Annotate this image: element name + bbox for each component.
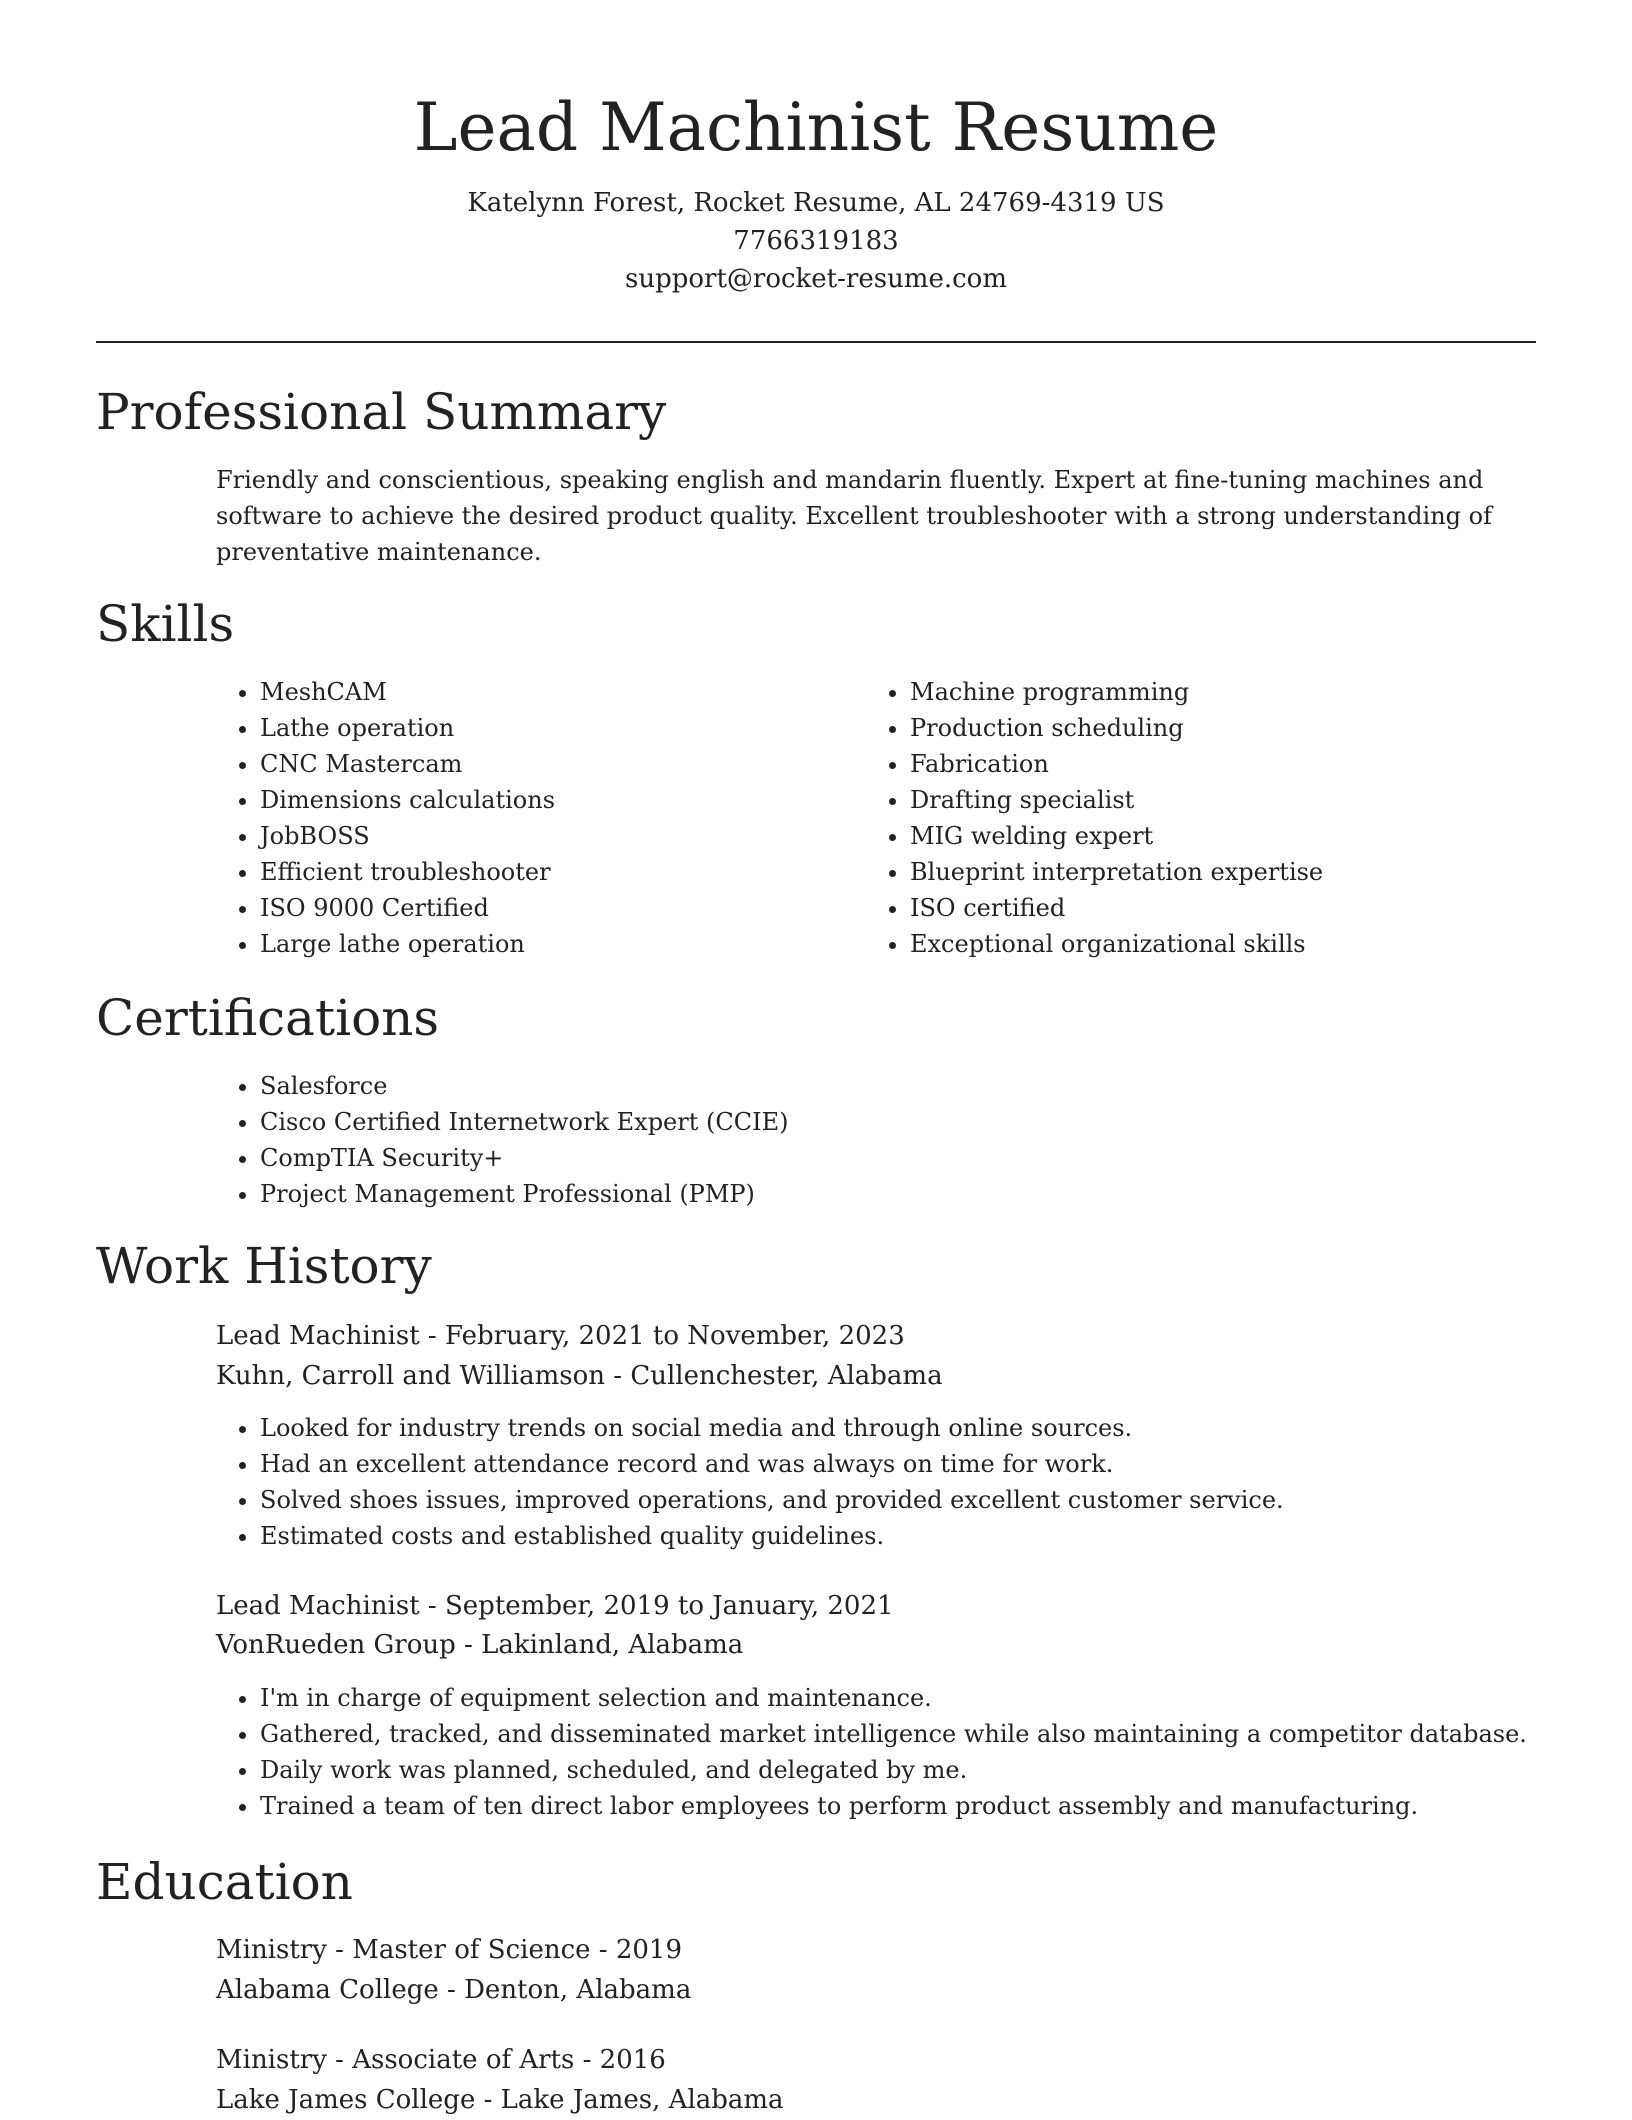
list-item: • Lathe operation xyxy=(260,710,820,746)
list-item: • Efficient troubleshooter xyxy=(260,854,820,890)
contact-address: Katelynn Forest, Rocket Resume, AL 24769-4319 US xyxy=(467,188,1165,218)
education-year: - 2016 xyxy=(574,2045,666,2075)
skills-heading: Skills xyxy=(96,595,235,653)
skills-list-left xyxy=(216,674,820,962)
contact-email: support@rocket-resume.com xyxy=(624,264,1007,294)
education-school: Lake James College xyxy=(216,2085,476,2115)
contact-block xyxy=(0,184,1632,298)
header-divider xyxy=(96,341,1536,343)
education-degree-line xyxy=(216,2040,666,2080)
job-company-line xyxy=(216,1625,743,1665)
job-location: - Cullenchester, Alabama xyxy=(605,1361,943,1391)
education-school-line xyxy=(216,2080,784,2120)
education-heading: Education xyxy=(96,1853,353,1911)
skills-list-right xyxy=(866,674,1550,962)
summary-text: Friendly and conscientious, speaking english and mandarin fluently. Expert at fine-tuning machines and software to achieve the desired product quality. Excellent troubleshooter with a strong understanding of preventative maintenance. xyxy=(216,466,1492,566)
list-item: • ISO certified xyxy=(910,890,1550,926)
list-item: • Fabrication xyxy=(910,746,1550,782)
list-item: • Large lathe operation xyxy=(260,926,820,962)
list-item: • Had an excellent attendance record and was always on time for work. xyxy=(260,1446,1580,1482)
job-title: Lead Machinist xyxy=(216,1321,420,1351)
job-company: Kuhn, Carroll and Williamson xyxy=(216,1361,605,1391)
list-item: • CNC Mastercam xyxy=(260,746,820,782)
list-item: • MeshCAM xyxy=(260,674,820,710)
list-item: • Gathered, tracked, and disseminated market intelligence while also maintaining a competitor database. xyxy=(260,1716,1630,1752)
list-item: • Production scheduling xyxy=(910,710,1550,746)
job-bullets xyxy=(216,1410,1580,1554)
list-item: • Daily work was planned, scheduled, and delegated by me. xyxy=(260,1752,1630,1788)
list-item: • Solved shoes issues, improved operations, and provided excellent customer service. xyxy=(260,1482,1580,1518)
list-item: • Machine programming xyxy=(910,674,1550,710)
job-dates: - September, 2019 to January, 2021 xyxy=(419,1591,894,1621)
list-item: • ISO 9000 Certified xyxy=(260,890,820,926)
list-item: • Project Management Professional (PMP) xyxy=(260,1176,1550,1212)
resume-title: Lead Machinist Resume xyxy=(413,89,1219,166)
list-item: • CompTIA Security+ xyxy=(260,1140,1550,1176)
list-item: • Dimensions calculations xyxy=(260,782,820,818)
certifications-heading: Certifications xyxy=(96,989,440,1047)
job-location: - Lakinland, Alabama xyxy=(455,1630,744,1660)
education-location: - Lake James, Alabama xyxy=(475,2085,784,2115)
job-bullets xyxy=(216,1680,1630,1824)
contact-phone: 7766319183 xyxy=(733,226,899,256)
list-item: • Looked for industry trends on social media and through online sources. xyxy=(260,1410,1580,1446)
resume-header xyxy=(0,0,1632,298)
list-item: • Exceptional organizational skills xyxy=(910,926,1550,962)
list-item: • Estimated costs and established quality guidelines. xyxy=(260,1518,1580,1554)
work-heading: Work History xyxy=(96,1237,432,1295)
list-item: • Trained a team of ten direct labor employees to perform product assembly and manufacturing. xyxy=(260,1788,1630,1824)
job-title: Lead Machinist xyxy=(216,1591,420,1621)
list-item: • Drafting specialist xyxy=(910,782,1550,818)
list-item: • Cisco Certified Internetwork Expert (CCIE) xyxy=(260,1104,1550,1140)
job-dates: - February, 2021 to November, 2023 xyxy=(419,1321,905,1351)
job-title-line xyxy=(216,1586,894,1626)
list-item: • Salesforce xyxy=(260,1068,1550,1104)
summary-heading: Professional Summary xyxy=(96,383,667,441)
list-item: • MIG welding expert xyxy=(910,818,1550,854)
list-item: • Blueprint interpretation expertise xyxy=(910,854,1550,890)
job-company: VonRueden Group xyxy=(216,1630,456,1660)
education-year: - 2019 xyxy=(590,1935,683,1965)
education-degree: Ministry - Associate of Arts xyxy=(216,2045,575,2075)
education-location: - Denton, Alabama xyxy=(438,1975,692,2005)
education-degree-line xyxy=(216,1930,682,1970)
education-school: Alabama College xyxy=(216,1975,439,2005)
list-item: • I'm in charge of equipment selection and maintenance. xyxy=(260,1680,1630,1716)
job-company-line xyxy=(216,1356,943,1396)
certifications-list xyxy=(216,1068,1550,1212)
education-degree: Ministry - Master of Science xyxy=(216,1935,591,1965)
education-school-line xyxy=(216,1970,691,2010)
list-item: • JobBOSS xyxy=(260,818,820,854)
job-title-line xyxy=(216,1316,905,1356)
